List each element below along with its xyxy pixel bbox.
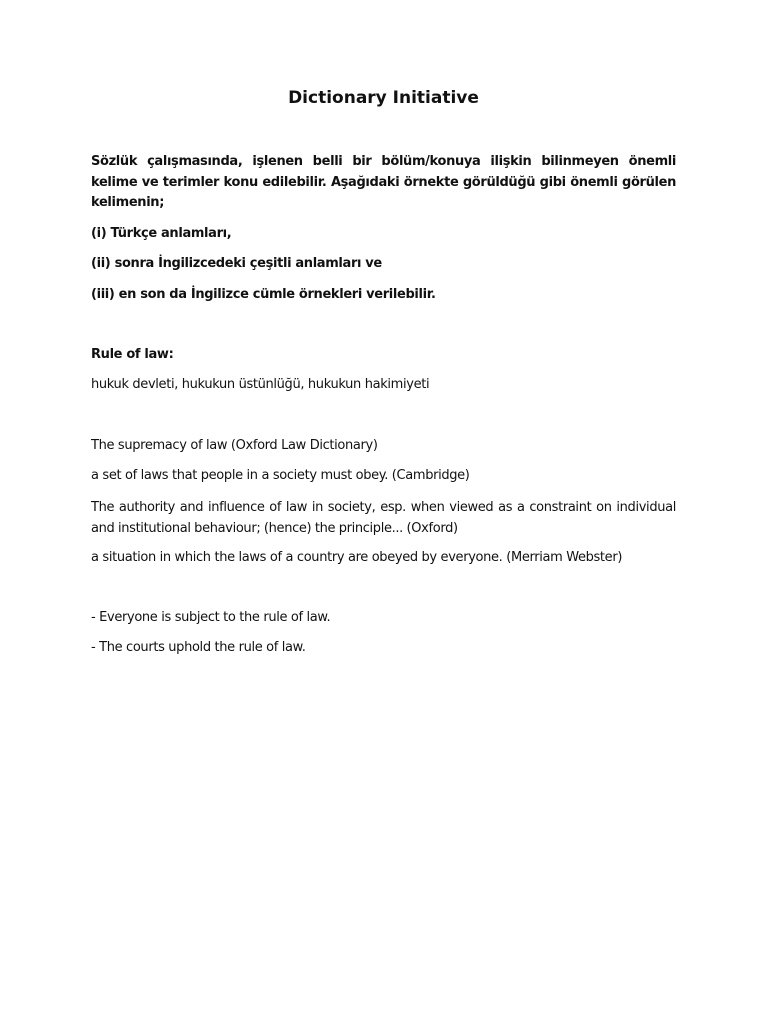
turkish-meanings: hukuk devleti, hukukun üstünlüğü, hukukun hakimiyeti xyxy=(91,377,430,392)
term-heading: Rule of law: xyxy=(91,347,174,362)
english-definition-4: a situation in which the laws of a country are obeyed by everyone. (Merriam Webster) xyxy=(91,550,623,565)
english-definition-3: The authority and influence of law in society, esp. when viewed as a constraint on individual and institutional behaviour; (hence) the principle... (Oxford) xyxy=(91,500,676,536)
intro-paragraph: Sözlük çalışmasında, işlenen belli bir bölüm/konuya ilişkin bilinmeyen önemli kelime ve terimler konu edilebilir. Aşağıdaki örnekte görüldüğü gibi önemli görülen kelimenin; xyxy=(91,154,676,210)
step-item-1: (i) Türkçe anlamları, xyxy=(91,226,232,241)
english-definition-2: a set of laws that people in a society must obey. (Cambridge) xyxy=(91,468,470,483)
step-item-2: (ii) sonra İngilizcedeki çeşitli anlamları ve xyxy=(91,256,382,271)
example-sentence-2: - The courts uphold the rule of law. xyxy=(91,640,306,655)
step-item-3: (iii) en son da İngilizce cümle örnekleri verilebilir. xyxy=(91,287,436,302)
document-title: Dictionary Initiative xyxy=(288,88,479,108)
example-sentence-1: - Everyone is subject to the rule of law. xyxy=(91,610,331,625)
english-definition-1: The supremacy of law (Oxford Law Dictionary) xyxy=(91,438,378,453)
